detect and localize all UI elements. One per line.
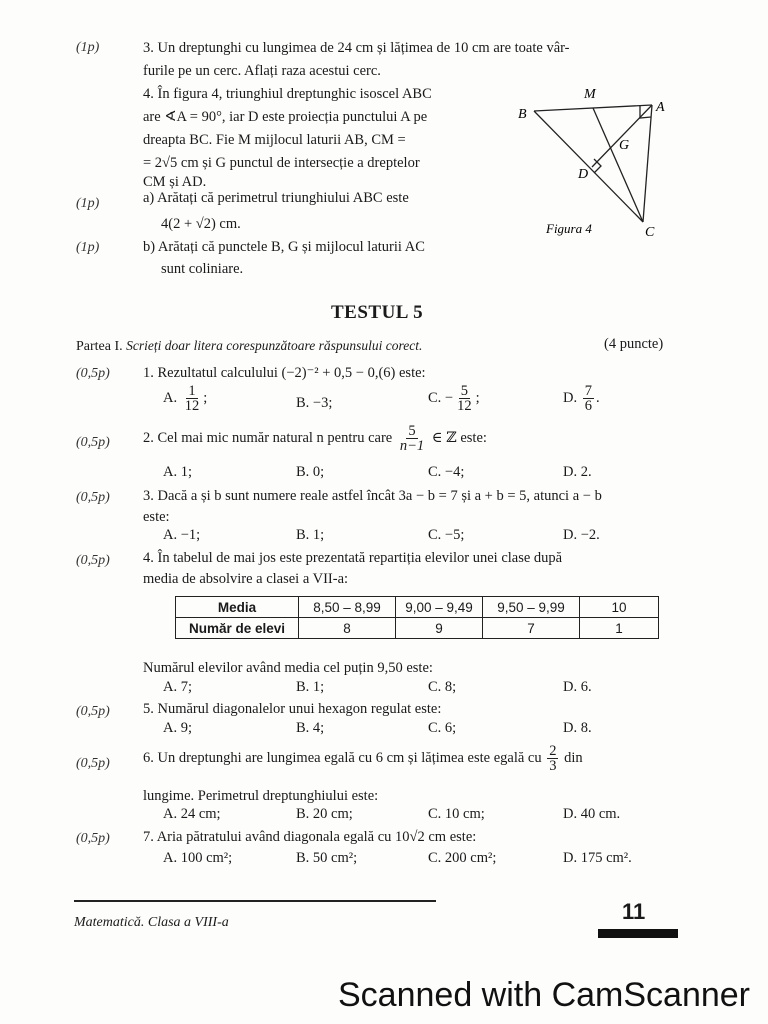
answer-4-C: C. 8;: [428, 679, 457, 695]
question-2-text: [143, 424, 487, 453]
question-6-text: [143, 744, 583, 773]
points-label: (0,5p): [76, 490, 110, 505]
points-label: (0,5p): [76, 553, 110, 568]
answer-1-A: A. $\frac{1}{12}$ ;: [163, 383, 208, 414]
problem-4-line-4: = 2√5 cm și G punctul de intersecție a dreptelor: [143, 155, 420, 171]
question-6-lead: 6. Un dreptunghi are lungimea egală cu 6 cm și lățimea este egală cu: [143, 749, 542, 766]
table-header-cell: 10: [580, 597, 659, 618]
problem-4b-line-1: b) Arătați că punctele B, G și mijlocul laturii AC: [143, 239, 425, 255]
answer-3-C: C. −5;: [428, 527, 465, 543]
answer-3-B: B. 1;: [296, 527, 325, 543]
points-label: (1p): [76, 196, 100, 211]
table-header-cell: Media: [176, 597, 299, 618]
figure-caption: Figura 4: [546, 221, 592, 236]
triangle-figure: [510, 80, 680, 250]
table-cell: 9: [396, 618, 483, 639]
question-4-question: Numărul elevilor având media cel puțin 9,50 este:: [143, 660, 433, 676]
points-label: (0,5p): [76, 435, 110, 450]
q6-denominator: 3: [549, 758, 557, 774]
problem-4b-line-2: sunt coliniare.: [161, 261, 244, 277]
answer-1-C: C. − $\frac{5}{12}$ ;: [428, 383, 480, 414]
problem-4-line-5: CM și AD.: [143, 174, 207, 190]
points-label: (1p): [76, 240, 100, 255]
points-label: (0,5p): [76, 756, 110, 771]
answer-6-D: D. 40 cm.: [563, 806, 621, 822]
q2-numerator: 5: [408, 423, 416, 439]
segment-AC: [643, 105, 652, 222]
answer-2-A: A. 1;: [163, 464, 192, 480]
segment-AD: [592, 105, 652, 167]
grades-table: [175, 596, 659, 639]
answer-5-D: D. 8.: [563, 720, 592, 736]
answer-4-A: A. 7;: [163, 679, 192, 695]
table-cell: 8: [299, 618, 396, 639]
problem-3-line-1: 3. Un dreptunghi cu lungimea de 24 cm și lățimea de 10 cm are toate vâr-: [143, 40, 570, 56]
table-row: [176, 618, 659, 639]
question-2-lead: 2. Cel mai mic număr natural n pentru care: [143, 429, 393, 446]
part-instruction: Scrieți doar litera corespunzătoare răspunsului corect.: [126, 338, 423, 353]
answer-2-B: B. 0;: [296, 464, 325, 480]
label-M: M: [584, 87, 596, 102]
answer-1-D: D. $\frac{7}{6}$ .: [563, 383, 600, 414]
answer-4-D: D. 6.: [563, 679, 592, 695]
question-3-text-2: este:: [143, 509, 170, 525]
problem-4-line-3: dreapta BC. Fie M mijlocul laturii AB, CM =: [143, 132, 406, 148]
label-G: G: [619, 138, 630, 153]
question-3-text: 3. Dacă a și b sunt numere reale astfel încât 3a − b = 7 și a + b = 5, atunci a − b: [143, 488, 602, 504]
answer-6-B: B. 20 cm;: [296, 806, 353, 822]
points-label: (0,5p): [76, 366, 110, 381]
question-2-tail: ∈ ℤ este:: [431, 429, 487, 446]
part-points: (4 puncte): [604, 336, 664, 352]
answer-7-B: B. 50 cm²;: [296, 850, 358, 866]
problem-4-line-2: are ∢A = 90°, iar D este proiecția punctului A pe: [143, 109, 428, 125]
segment-BC: [534, 111, 643, 222]
question-1-text: 1. Rezultatul calculului (−2)⁻² + 0,5 − 0,(6) este:: [143, 365, 426, 381]
problem-4-line-1: 4. În figura 4, triunghiul dreptunghic isoscel ABC: [143, 86, 432, 102]
table-header-cell: 8,50 – 8,99: [299, 597, 396, 618]
table-header-cell: 9,00 – 9,49: [396, 597, 483, 618]
test-title: TESTUL 5: [331, 302, 424, 323]
label-A: A: [656, 100, 665, 115]
answer-7-D: D. 175 cm².: [563, 850, 632, 866]
answer-5-C: C. 6;: [428, 720, 457, 736]
label-C: C: [645, 225, 655, 240]
footer-rule: [74, 900, 436, 902]
problem-4a-line-2: 4(2 + √2) cm.: [161, 216, 241, 232]
points-label: (1p): [76, 40, 100, 55]
part-heading: [76, 336, 422, 357]
problem-3-line-2: furile pe un cerc. Aflați raza acestui cerc.: [143, 63, 381, 79]
table-header-cell: 9,50 – 9,99: [483, 597, 580, 618]
table-cell: Număr de elevi: [176, 618, 299, 639]
answer-5-A: A. 9;: [163, 720, 192, 736]
answer-3-A: A. −1;: [163, 527, 201, 543]
page-number-bar: [598, 929, 678, 938]
points-label: (0,5p): [76, 704, 110, 719]
answer-5-B: B. 4;: [296, 720, 325, 736]
question-4-text: 4. În tabelul de mai jos este prezentată repartiția elevilor unei clase după: [143, 550, 563, 566]
answer-7-C: C. 200 cm²;: [428, 850, 497, 866]
answer-2-D: D. 2.: [563, 464, 592, 480]
answer-2-C: C. −4;: [428, 464, 465, 480]
table-cell: 1: [580, 618, 659, 639]
label-D: D: [578, 167, 589, 182]
question-6-tail: din: [564, 749, 583, 766]
scanner-watermark: Scanned with CamScanner: [338, 976, 751, 1014]
page-number: 11: [622, 899, 646, 924]
question-7-text: 7. Aria pătratului având diagonala egală cu 10√2 cm este:: [143, 829, 477, 845]
q6-numerator: 2: [549, 743, 557, 759]
label-B: B: [518, 107, 527, 122]
answer-6-A: A. 24 cm;: [163, 806, 221, 822]
answer-1-B: B. −3;: [296, 395, 333, 411]
problem-4a-line-1: a) Arătați că perimetrul triunghiului ABC este: [143, 190, 409, 206]
book-title: Matematică. Clasa a VIII-a: [74, 915, 229, 930]
answer-6-C: C. 10 cm;: [428, 806, 485, 822]
q2-denominator: n−1: [399, 438, 425, 454]
answer-3-D: D. −2.: [563, 527, 600, 543]
part-label: Partea I.: [76, 339, 123, 354]
answer-4-B: B. 1;: [296, 679, 325, 695]
points-label: (0,5p): [76, 831, 110, 846]
question-6-text-2: lungime. Perimetrul dreptunghiului este:: [143, 788, 379, 804]
question-5-text: 5. Numărul diagonalelor unui hexagon regulat este:: [143, 701, 442, 717]
question-4-text-2: media de absolvire a clasei a VII-a:: [143, 571, 349, 587]
table-row: [176, 597, 659, 618]
answer-7-A: A. 100 cm²;: [163, 850, 233, 866]
table-cell: 7: [483, 618, 580, 639]
